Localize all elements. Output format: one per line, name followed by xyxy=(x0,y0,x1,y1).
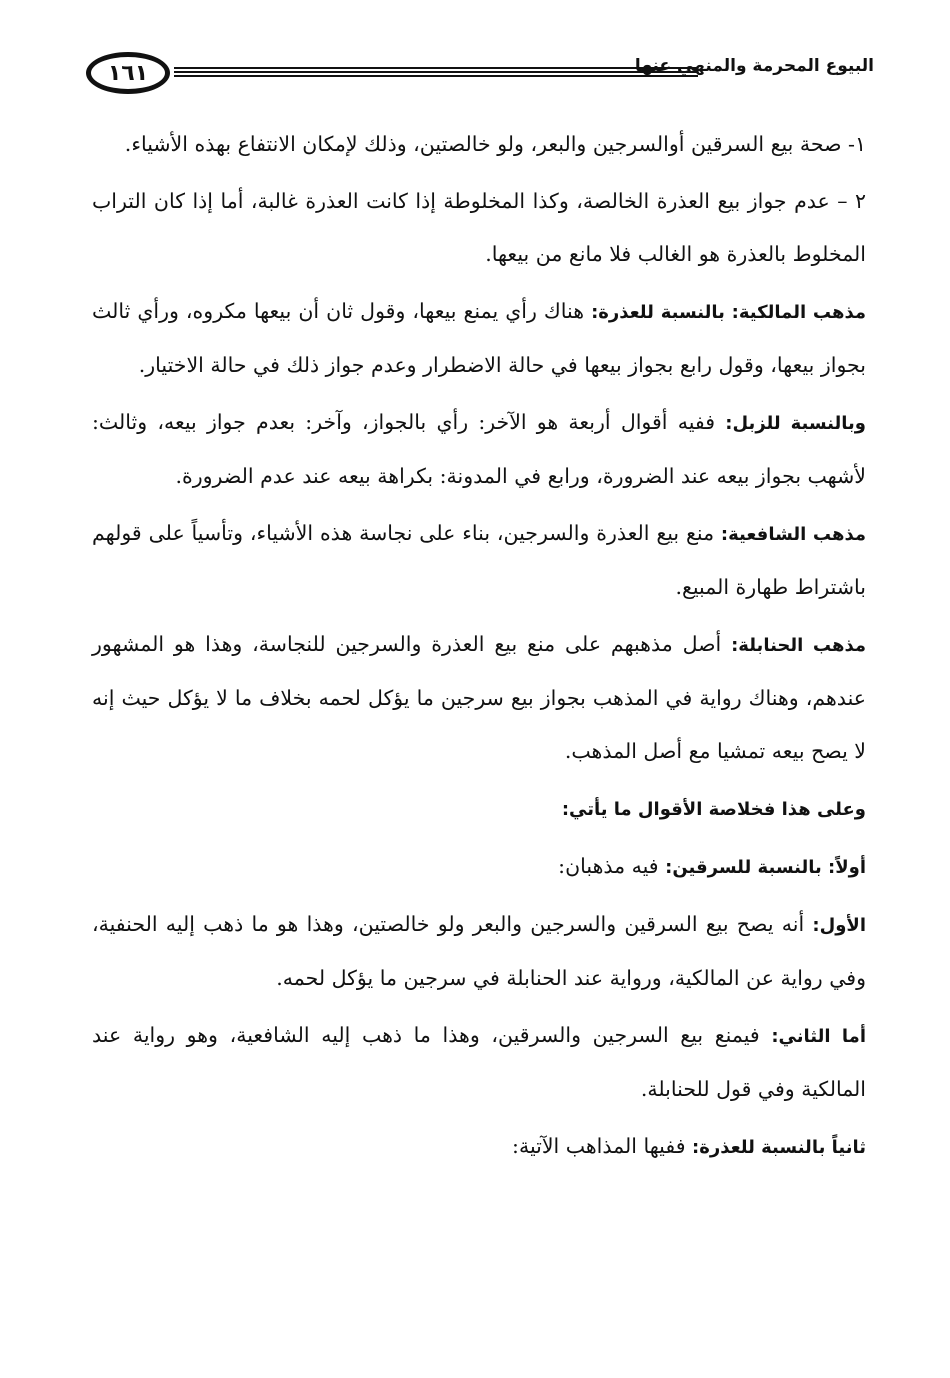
page-header xyxy=(86,50,874,100)
paragraph-text: أنه يصح بيع السرقين والسرجين والبعر ولو خالصتين، وهذا هو ما ذهب إليه الحنفية، وفي رواية عن المالكية، ورواية عند الحنابلة في سرجين ما يؤكل لحمه. xyxy=(92,912,866,990)
paragraph-lead: وبالنسبة للزبل: xyxy=(725,413,866,434)
paragraph xyxy=(92,507,866,614)
paragraph xyxy=(92,118,866,171)
paragraph xyxy=(92,285,866,392)
paragraph-lead: مذهب الشافعية: xyxy=(720,524,866,545)
paragraph xyxy=(92,1009,866,1116)
paragraph-text: هناك رأي يمنع بيعها، وقول ثان أن بيعها مكروه، ورأي ثالث بجواز بيعها، وقول رابع بجواز بيعها في حالة الاضطرار وعدم جواز ذلك في حالة الاختيار. xyxy=(92,299,866,377)
paragraph xyxy=(92,396,866,503)
paragraph-lead: الأول: xyxy=(812,915,866,936)
paragraph-text: فيه مذهبان: xyxy=(558,854,666,878)
paragraph-text: ٢ – عدم جواز بيع العذرة الخالصة، وكذا المخلوطة إذا كانت العذرة غالبة، أما إذا كان التراب المخلوط بالعذرة هو الغالب فلا مانع من بيعها. xyxy=(92,189,866,266)
paragraph-lead: أولاً: بالنسبة للسرقين: xyxy=(665,857,866,878)
paragraph-lead: ثانياً بالنسبة للعذرة: xyxy=(692,1137,866,1158)
paragraph xyxy=(92,840,866,894)
paragraph-lead: وعلى هذا فخلاصة الأقوال ما يأتي: xyxy=(561,799,866,820)
body-text xyxy=(92,118,866,1178)
paragraph-text: أصل مذهبهم على منع بيع العذرة والسرجين للنجاسة، وهذا هو المشهور عندهم، وهناك رواية في المذهب بجواز بيع سرجين ما يؤكل لحمه بخلاف ما لا يؤكل حيث إنه لا يصح بيعه تمشيا مع أصل المذهب. xyxy=(92,632,866,763)
header-rule xyxy=(174,67,698,77)
paragraph xyxy=(92,175,866,281)
paragraph-lead: مذهب المالكية: بالنسبة للعذرة: xyxy=(591,302,866,323)
paragraph-text: ففيها المذاهب الآتية: xyxy=(512,1134,693,1158)
paragraph-text: ١- صحة بيع السرقين أوالسرجين والبعر، ولو خالصتين، وذلك لإمكان الانتفاع بهذه الأشياء. xyxy=(124,132,866,156)
paragraph-text: فيمنع بيع السرجين والسرقين، وهذا ما ذهب إليه الشافعية، وهو رواية عند المالكية وفي قول للحنابلة. xyxy=(92,1023,866,1101)
paragraph-text: منع بيع العذرة والسرجين، بناء على نجاسة هذه الأشياء، وتأسياً على قولهم باشتراط طهارة المبيع. xyxy=(92,521,866,599)
page-number: ١٦١ xyxy=(86,52,170,94)
running-title: البيوع المحرمة والمنهي عنها xyxy=(634,56,874,76)
paragraph xyxy=(92,782,866,836)
paragraph xyxy=(92,898,866,1005)
paragraph-lead: أما الثاني: xyxy=(771,1026,866,1047)
paragraph xyxy=(92,618,866,778)
paragraph-lead: مذهب الحنابلة: xyxy=(731,635,867,656)
paragraph xyxy=(92,1120,866,1174)
paragraph-text: ففيه أقوال أربعة هو الآخر: رأي بالجواز، وآخر: بعدم جواز بيعه، وثالث: لأشهب بجواز بيعه عند الضرورة، ورابع في المدونة: بكراهة بيعه عند عدم الضرورة. xyxy=(92,410,866,488)
